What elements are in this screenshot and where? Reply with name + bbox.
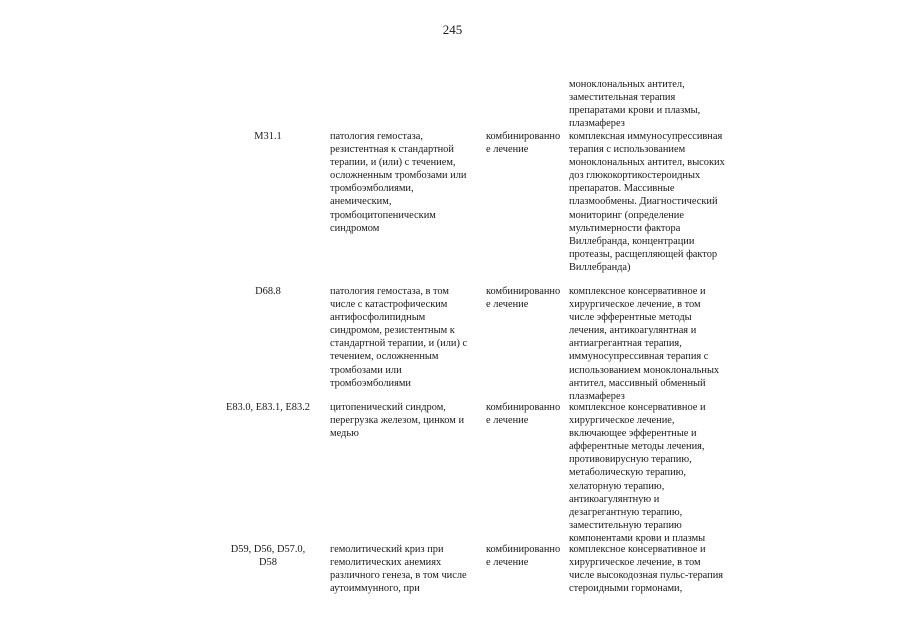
row-4-treatment-type: комбинированно е лечение [486,544,561,569]
row-4-code: D59, D56, D57.0, D58 [230,544,306,569]
carryover-method-text: моноклональных антител, заместительная терапия препаратами крови и плазмы, плазмаферез [569,79,701,130]
row-2-code: D68.8 [255,286,281,297]
row-3-method: комплексное консервативное и хирургическое лечение, включающее эфферентные и афферентные методы лечения, противовирусную терапию, метаболическую терапию, хелаторную терапию, антикоагулянтную и дезагрегантную терапию, заместительную терапию компонентами крови и плазмы [569,402,706,544]
row-1-code: M31.1 [254,131,282,142]
row-2-method: комплексное консервативное и хирургическое лечение, в том числе эфферентные методы лечения, антикоагулянтная и антиагрегантная терапия, иммуносупрессивная терапия с использованием моноклональных антител, массивный обменный плазмаферез [569,286,720,402]
page-number: 245 [442,22,463,37]
row-1-treatment-type: комбинированно е лечение [486,131,561,156]
row-4-model: гемолитический криз при гемолитических анемиях различного генеза, в том числе аутоиммунного, при [330,544,467,595]
row-1-model: патология гемостаза, резистентная к стандартной терапии, и (или) с течением, осложненным тромбозами или тромбоэмболиями, анемическим, тромбоцитопеническим синдромом [330,131,467,234]
row-3-code: E83.0, E83.1, E83.2 [226,402,310,413]
row-2-treatment-type: комбинированно е лечение [486,286,561,311]
row-3-treatment-type: комбинированно е лечение [486,402,561,427]
row-1-method: комплексная иммуносупрессивная терапия с использованием моноклональных антител, высоких доз глюкокортикостероидных препаратов. Массивные плазмообмены. Диагностический мониторинг (определение мультимерности фактора Виллебранда, концентрации протеазы, расщепляющей фактор Виллебранда) [569,131,725,273]
row-3-model: цитопенический синдром, перегрузка железом, цинком и медью [330,402,465,440]
row-4-method: комплексное консервативное и хирургическое лечение, в том числе высокодозная пульс-терапия стероидными гормонами, [569,544,724,595]
row-2-model: патология гемостаза, в том числе с катастрофическим антифосфолипидным синдромом, резистентным к стандартной терапии, и (или) с течением, осложненным тромбозами или тромбоэмболиями [330,286,468,389]
